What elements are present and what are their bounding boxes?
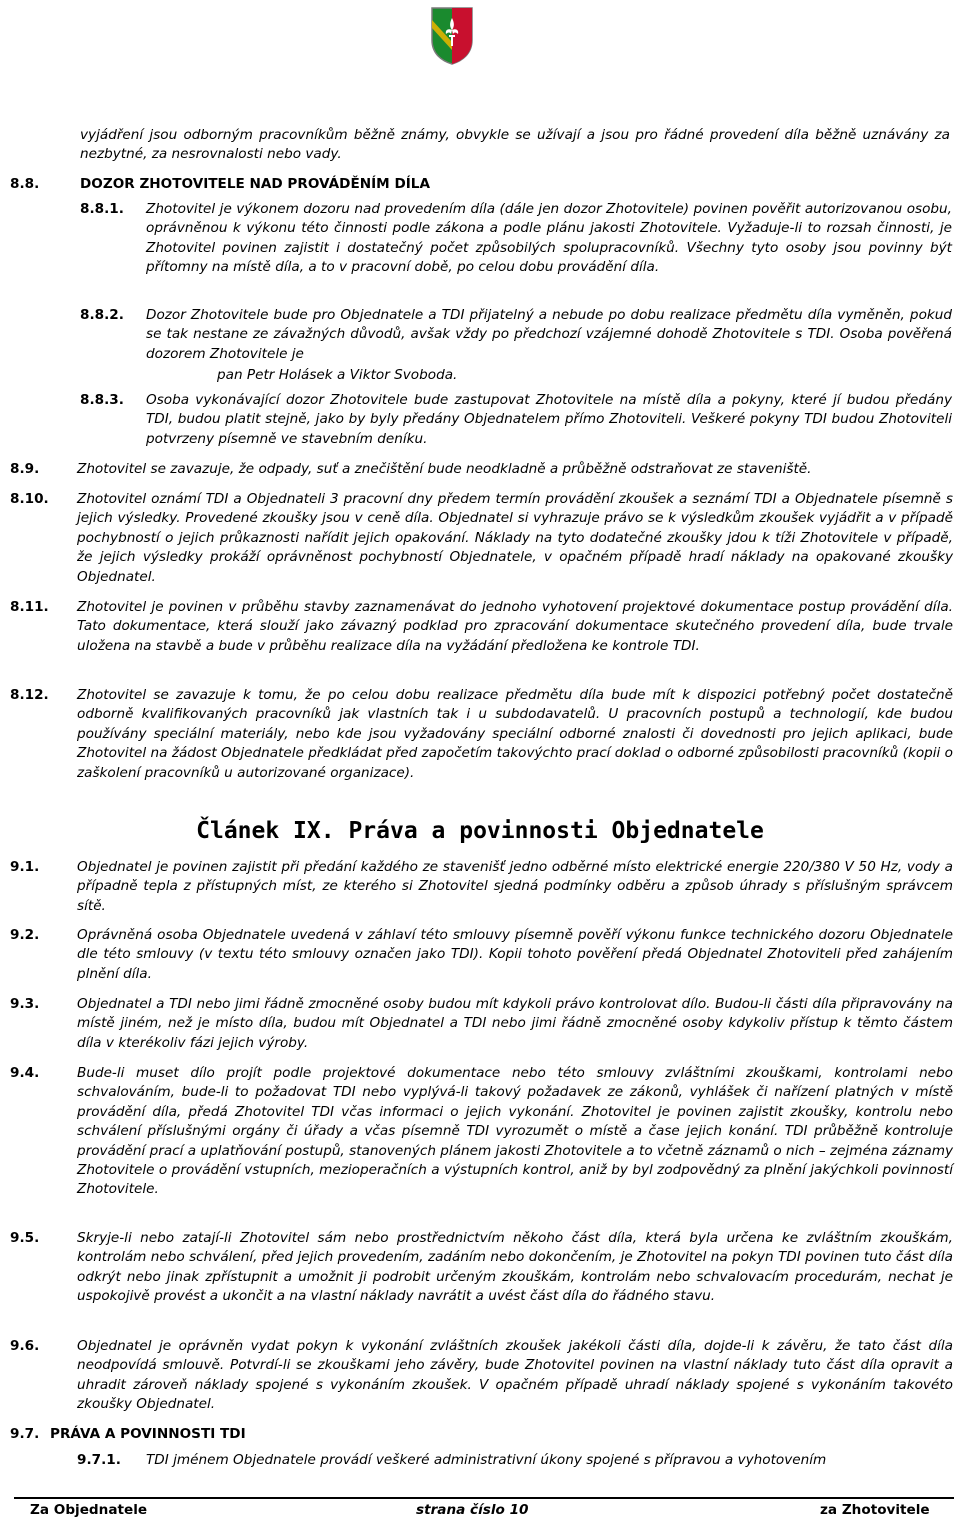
- section-paragraph: Zhotovitel oznámí TDI a Objednateli 3 pracovní dny předem termín provádění zkoušek a seznámí TDI a Objednatele písemně s jejich výsledky. Provedené zkoušky jsou v ceně díla. Objednatel si vyhrazuje právo se k výsledkům zkoušek vyjádřit a v případě pochybností o jejich průkaznosti nařídit jejich opakování. Náklady na tyto dodatečné zkoušky jdou k tíži Zhotovitele v případě, že jejich výsledky prokáží oprávněnost pochybností Objednatele, v opačném případě hradí náklady na opakované zkoušky Objednatel.: [77, 491, 953, 585]
- subsection-paragraph: Osoba vykonávající dozor Zhotovitele bude zastupovat Zhotovitele na místě díla a pokyny, které jí budou předány TDI, budou platit stejně, jako by byly předány Objednatelem přímo Zhotoviteli. Veškeré pokyny TDI budou Zhotoviteli potvrzeny písemně ve stavebním deníku.: [146, 392, 952, 447]
- section-number: 8.12.: [10, 687, 49, 703]
- section-paragraph: Objednatel a TDI nebo jimi řádně zmocněné osoby budou mít kdykoli právo kontrolovat dílo. Budou-li části díla připravovány na místě jiném, než je místo díla, budou mít Objednatel a TDI nebo jimi řádně zmocněné osoby kdykoliv přístup k těmto částem díla v kterékoliv fázi jejich výroby.: [77, 996, 953, 1051]
- section-number: 9.2.: [10, 927, 40, 943]
- subsection-paragraph: Dozor Zhotovitele bude pro Objednatele a TDI přijatelný a nebude po dobu realizace předmětu díla vyměněn, pokud se tak nestane ze závažných důvodů, avšak vždy po předchozí vzájemné dohodě Zhotovitele s TDI. Osoba pověřená dozorem Zhotovitele je: [146, 307, 952, 362]
- section-number: 8.9.: [10, 461, 40, 477]
- section-number: 8.8.: [10, 176, 40, 192]
- section-paragraph: Zhotovitel se zavazuje, že odpady, suť a znečištění bude neodkladně a průběžně odstraňovat ze staveniště.: [77, 461, 812, 477]
- section-number: 9.5.: [10, 1230, 40, 1246]
- section-number: 8.11.: [10, 599, 49, 615]
- subsection-number: 8.8.1.: [80, 201, 124, 217]
- subsection-paragraph: Zhotovitel je výkonem dozoru nad provedením díla (dále jen dozor Zhotovitele) povinen pověřit autorizovanou osobu, oprávněnou k výkonu této činnosti podle zákona a podle plánu jakosti Zhotovitele. Vyžaduje-li to rozsah činnosti, je Zhotovitel povinen zajistit i dostatečný počet způsobilých spolupracovníků. Všechny tyto osoby jsou povinny být přítomny na místě díla, a to v pracovní době, po celou dobu provádění díla.: [146, 201, 952, 276]
- section-heading: DOZOR ZHOTOVITELE NAD PROVÁDĚNÍM DÍLA: [80, 176, 430, 192]
- section-paragraph: Objednatel je oprávněn vydat pokyn k vykonání zvláštních zkoušek jakékoli části díla, dojde-li k závěru, že tato část díla neodpovídá smlouvě. Potvrdí-li se zkouškami jeho závěry, bude Zhotovitel povinen na vlastní náklady tuto část díla opravit a uhradit zároveň náklady spojené s vykonáním zkoušek. V opačném případě uhradí náklady spojené s vykonáním takovéto zkoušky Objednatel.: [77, 1338, 953, 1413]
- section-paragraph: Bude-li muset dílo projít podle projektové dokumentace nebo této smlouvy zvláštními zkouškami, kontrolami nebo schvalováním, bude-li to požadovat TDI nebo vyplývá-li takový požadavek ze zákonů, vyhlášek či nařízení platných v místě provádění díla, předá Zhotovitel TDI včas informaci o jejich vykonání. Zhotovitel je povinen zajistit zkoušky, kontrolu nebo schválení příslušnými orgány či úřady a včas písemně TDI vyrozumět o místě a čase jejich konání. TDI průběžně kontroluje provádění prací a uplatňování postupů, stanovených plánem jakosti Zhotovitele a to včetně záznamů o nich – zejména záznamy Zhotovitele o provádění vstupních, mezioperačních a výstupních kontrol, aniž by byl zodpovědný za plnění jakýchkoli povinností Zhotovitele.: [77, 1065, 953, 1198]
- section-number: 9.7.: [10, 1426, 40, 1442]
- subsection-number: 8.8.3.: [80, 392, 124, 408]
- footer-page-number: strana číslo 10: [416, 1502, 529, 1518]
- intro-paragraph: vyjádření jsou odborným pracovníkům běžně známy, obvykle se užívají a jsou pro řádné provedení díla běžně uznávány za nezbytné, za nesrovnalosti nebo vady.: [80, 127, 950, 163]
- section-heading: PRÁVA A POVINNOSTI TDI: [50, 1426, 246, 1442]
- subsection-number: 9.7.1.: [77, 1452, 121, 1468]
- section-paragraph: Zhotovitel se zavazuje k tomu, že po celou dobu realizace předmětu díla bude mít k dispozici potřebný počet dostatečně odborně kvalifikovaných pracovníků jak vlastních tak i u subdodavatelů. U pracovních postupů a technologií, kde budou používány speciální materiály, nebo kde jsou vyžadovány speciální odborné znalosti či dovednosti pro jejich aplikaci, bude Zhotovitel na žádost Objednatele předkládat před započetím takovýchto prací doklad o odborné způsobilosti pracovníků (kopii o zaškolení pracovníků u autorizované organizace).: [77, 687, 953, 781]
- footer-divider: [14, 1497, 954, 1499]
- section-paragraph: Objednatel je povinen zajistit při předání každého ze stavenišť jedno odběrné místo elektrické energie 220/380 V 50 Hz, vody a případně tepla z přístupných míst, ze kterého si Zhotovitel sjedná podmínky odběru a způsob úhrady s příslušným správcem sítě.: [77, 859, 953, 914]
- section-paragraph: Skryje-li nebo zatají-li Zhotovitel sám nebo prostřednictvím někoho část díla, která byla určena ke zvláštním zkouškám, kontrolám nebo schválení, před jejich provedením, zadáním nebo dokončením, je Zhotovitel na pokyn TDI povinen tuto část díla odkrýt nebo jinak zpřístupnit a umožnit ji podrobit určeným zkouškám, kontrolám nebo schvalovacím procedurám, nechat je uspokojivě provést a ukončit a na vlastní náklady navrátit a uvést část díla do řádného stavu.: [77, 1230, 953, 1305]
- section-paragraph: Zhotovitel je povinen v průběhu stavby zaznamenávat do jednoho vyhotovení projektové dokumentace postup provádění díla. Tato dokumentace, která slouží jako závazný podklad pro zpracování dokumentace skutečného provedení díla, bude trvale uložena na stavbě a bude v průběhu realizace díla na vyžádání předložena ke kontrole TDI.: [77, 599, 953, 654]
- supervisor-names: pan Petr Holásek a Viktor Svoboda.: [217, 367, 458, 383]
- section-paragraph: Oprávněná osoba Objednatele uvedená v záhlaví této smlouvy písemně pověří výkonu funkce technického dozoru Objednatele dle této smlouvy (v textu této smlouvy označen jako TDI). Kopii tohoto pověření předá Objednatel Zhotoviteli před zahájením plnění díla.: [77, 927, 953, 982]
- subsection-number: 8.8.2.: [80, 307, 124, 323]
- footer-right: za Zhotovitele: [820, 1502, 930, 1518]
- article-heading: Článek IX. Práva a povinnosti Objednatele: [196, 818, 764, 844]
- subsection-paragraph: TDI jménem Objednatele provádí veškeré administrativní úkony spojené s přípravou a vyhotovením: [146, 1452, 827, 1468]
- section-number: 9.6.: [10, 1338, 40, 1354]
- section-number: 9.4.: [10, 1065, 40, 1081]
- section-number: 8.10.: [10, 491, 49, 507]
- coat-of-arms-icon: [430, 6, 474, 66]
- footer-left: Za Objednatele: [30, 1502, 148, 1518]
- section-number: 9.1.: [10, 859, 40, 875]
- section-number: 9.3.: [10, 996, 40, 1012]
